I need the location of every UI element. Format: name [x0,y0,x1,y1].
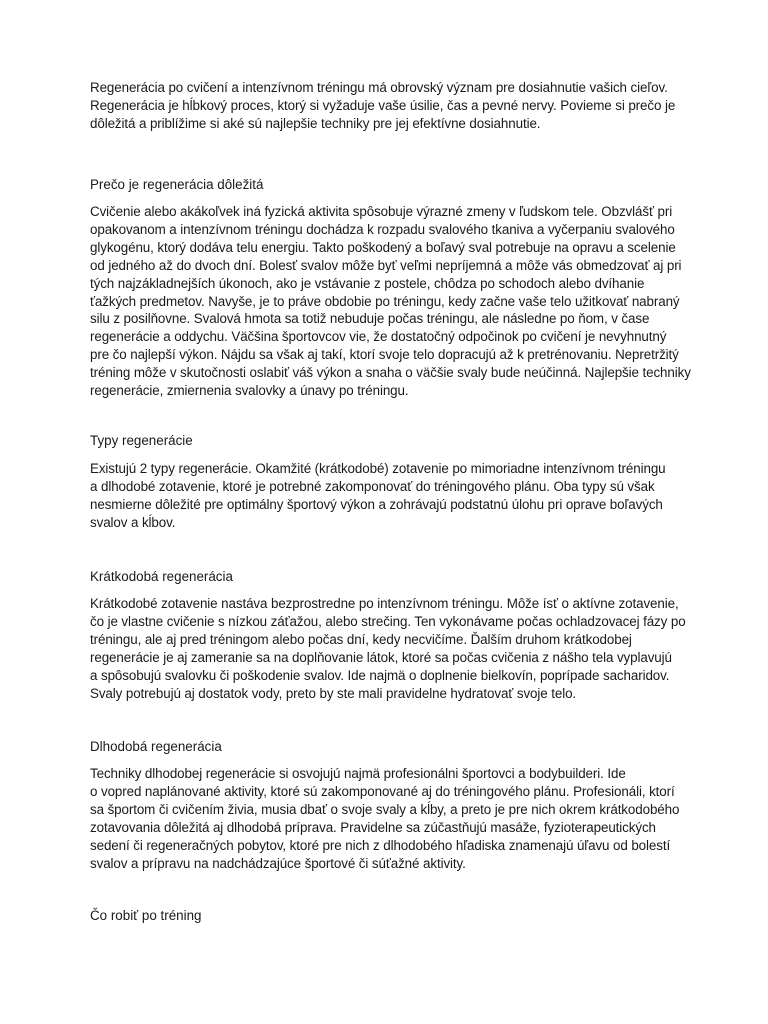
text-line: sa športom či cvičením živia, musia dbať o svoje svaly a kĺby, a preto je pre nich okrem krátkodobého [90,801,680,817]
text-line: opakovanom a intenzívnom tréningu dochádza k rozpadu svalového tkaniva a vyčerpaniu svalového [90,221,675,237]
section-heading-preco-je-regeneracia-dolezita: Prečo je regenerácia dôležitá [90,177,264,192]
text-line: regenerácie je aj zameranie sa na doplňovanie látok, ktoré sa počas cvičenia z nášho tela vyplavujú [90,649,672,665]
text-line: svalov a prípravu na nadchádzajúce športové či súťažné aktivity. [90,855,466,871]
text-line: regenerácie, zmiernenia svalovky a únavy po tréningu. [90,383,409,399]
section-paragraph [90,765,690,872]
intro-paragraph [90,79,690,133]
text-line: čo je vlastne cvičenie s nízkou záťažou, alebo strečing. Ten vykonávame počas ochladzovacej fázy po [90,613,686,629]
text-line: dôležitá a priblížime si aké sú najlepšie techniky pre jej efektívne dosiahnutie. [90,115,541,131]
text-line: o vopred naplánované aktivity, ktoré sú zakomponované aj do tréningového plánu. Profesionáli, ktorí [90,783,675,799]
section-paragraph [90,203,690,400]
text-line: sedení či regeneračných pobytov, ktoré pre nich z dlhodobého hľadiska znamenajú úľavu od bolestí [90,837,671,853]
text-line: Regenerácia po cvičení a intenzívnom tréningu má obrovský význam pre dosiahnutie vašich cieľov. [90,80,668,95]
text-line: Regenerácia je hĺbkový proces, ktorý si vyžaduje vaše úsilie, čas a pevné nervy. Povieme si prečo je [90,97,676,113]
text-line: regenerácie a oddychu. Väčšina športovcov vie, že dostatočný odpočinok po cvičení je nevyhnutný [90,329,667,345]
section-heading-co-robit-po-trening: Čo robiť po tréning [90,908,202,923]
text-line: tréning môže v skutočnosti oslabiť váš výkon a snaha o väčšie svaly bude neúčinná. Najlepšie techniky [90,365,691,381]
text-line: Cvičenie alebo akákoľvek iná fyzická aktivita spôsobuje výrazné zmeny v ľudskom tele. Obzvlášť pri [90,204,673,219]
section-heading-typy-regeneracie: Typy regenerácie [90,433,193,448]
text-line: a dlhodobé zotavenie, ktoré je potrebné zakomponovať do tréningového plánu. Oba typy sú však [90,478,655,494]
section-paragraph [90,460,690,532]
section-heading-dlhodoba-regeneracia: Dlhodobá regenerácia [90,739,222,754]
text-line: Krátkodobé zotavenie nastáva bezprostredne po intenzívnom tréningu. Môže ísť o aktívne zotavenie, [90,596,679,611]
text-line: Svaly potrebujú aj dostatok vody, preto by ste mali pravidelne hydratovať svoje telo. [90,685,577,701]
text-line: tých najzákladnejších úkonoch, ako je vstávanie z postele, chôdza po schodoch alebo dvíhanie [90,275,645,291]
text-line: glykogénu, ktorý dodáva telu energiu. Takto poškodený a boľavý sval potrebuje na opravu a scelenie [90,239,676,255]
text-line: tréningu, ale aj pred tréningom alebo počas dní, kedy necvičíme. Ďalším druhom krátkodobej [90,631,632,647]
text-line: Techniky dlhodobej regenerácie si osvojujú najmä profesionálni športovci a bodybuilderi. Ide [90,766,626,781]
text-line: svalov a kĺbov. [90,514,176,530]
text-line: silu z posilňovne. Svalová hmota sa totiž nebuduje počas tréningu, ale následne po ňom, v čase [90,311,650,327]
text-line: od jedného až do dvoch dní. Bolesť svalov môže byť veľmi nepríjemná a môže vás obmedzovať aj pri [90,257,682,273]
section-heading-kratkodoba-regeneracia: Krátkodobá regenerácia [90,569,233,584]
text-line: zotavovania dôležitá aj dlhodobá príprava. Pravidelne sa zúčastňujú masáže, fyzioterapeutických [90,819,656,835]
text-line: pre čo najlepší výkon. Nájdu sa však aj takí, ktorí svoje telo dopracujú až k pretrénovaniu. Nepretržitý [90,347,679,363]
section-paragraph [90,595,690,702]
text-line: a spôsobujú svalovku či poškodenie svalov. Ide najmä o doplnenie bielkovín, poprípade sacharidov. [90,667,670,683]
text-line: Existujú 2 typy regenerácie. Okamžité (krátkodobé) zotavenie po mimoriadne intenzívnom tréningu [90,461,666,476]
text-line: ťažkých predmetov. Navyše, je to práve obdobie po tréningu, kedy začne vaše telo užitkovať nabraný [90,293,680,309]
text-line: nesmierne dôležité pre optimálny športový výkon a zohrávajú podstatnú úlohu pri oprave boľavých [90,496,663,512]
